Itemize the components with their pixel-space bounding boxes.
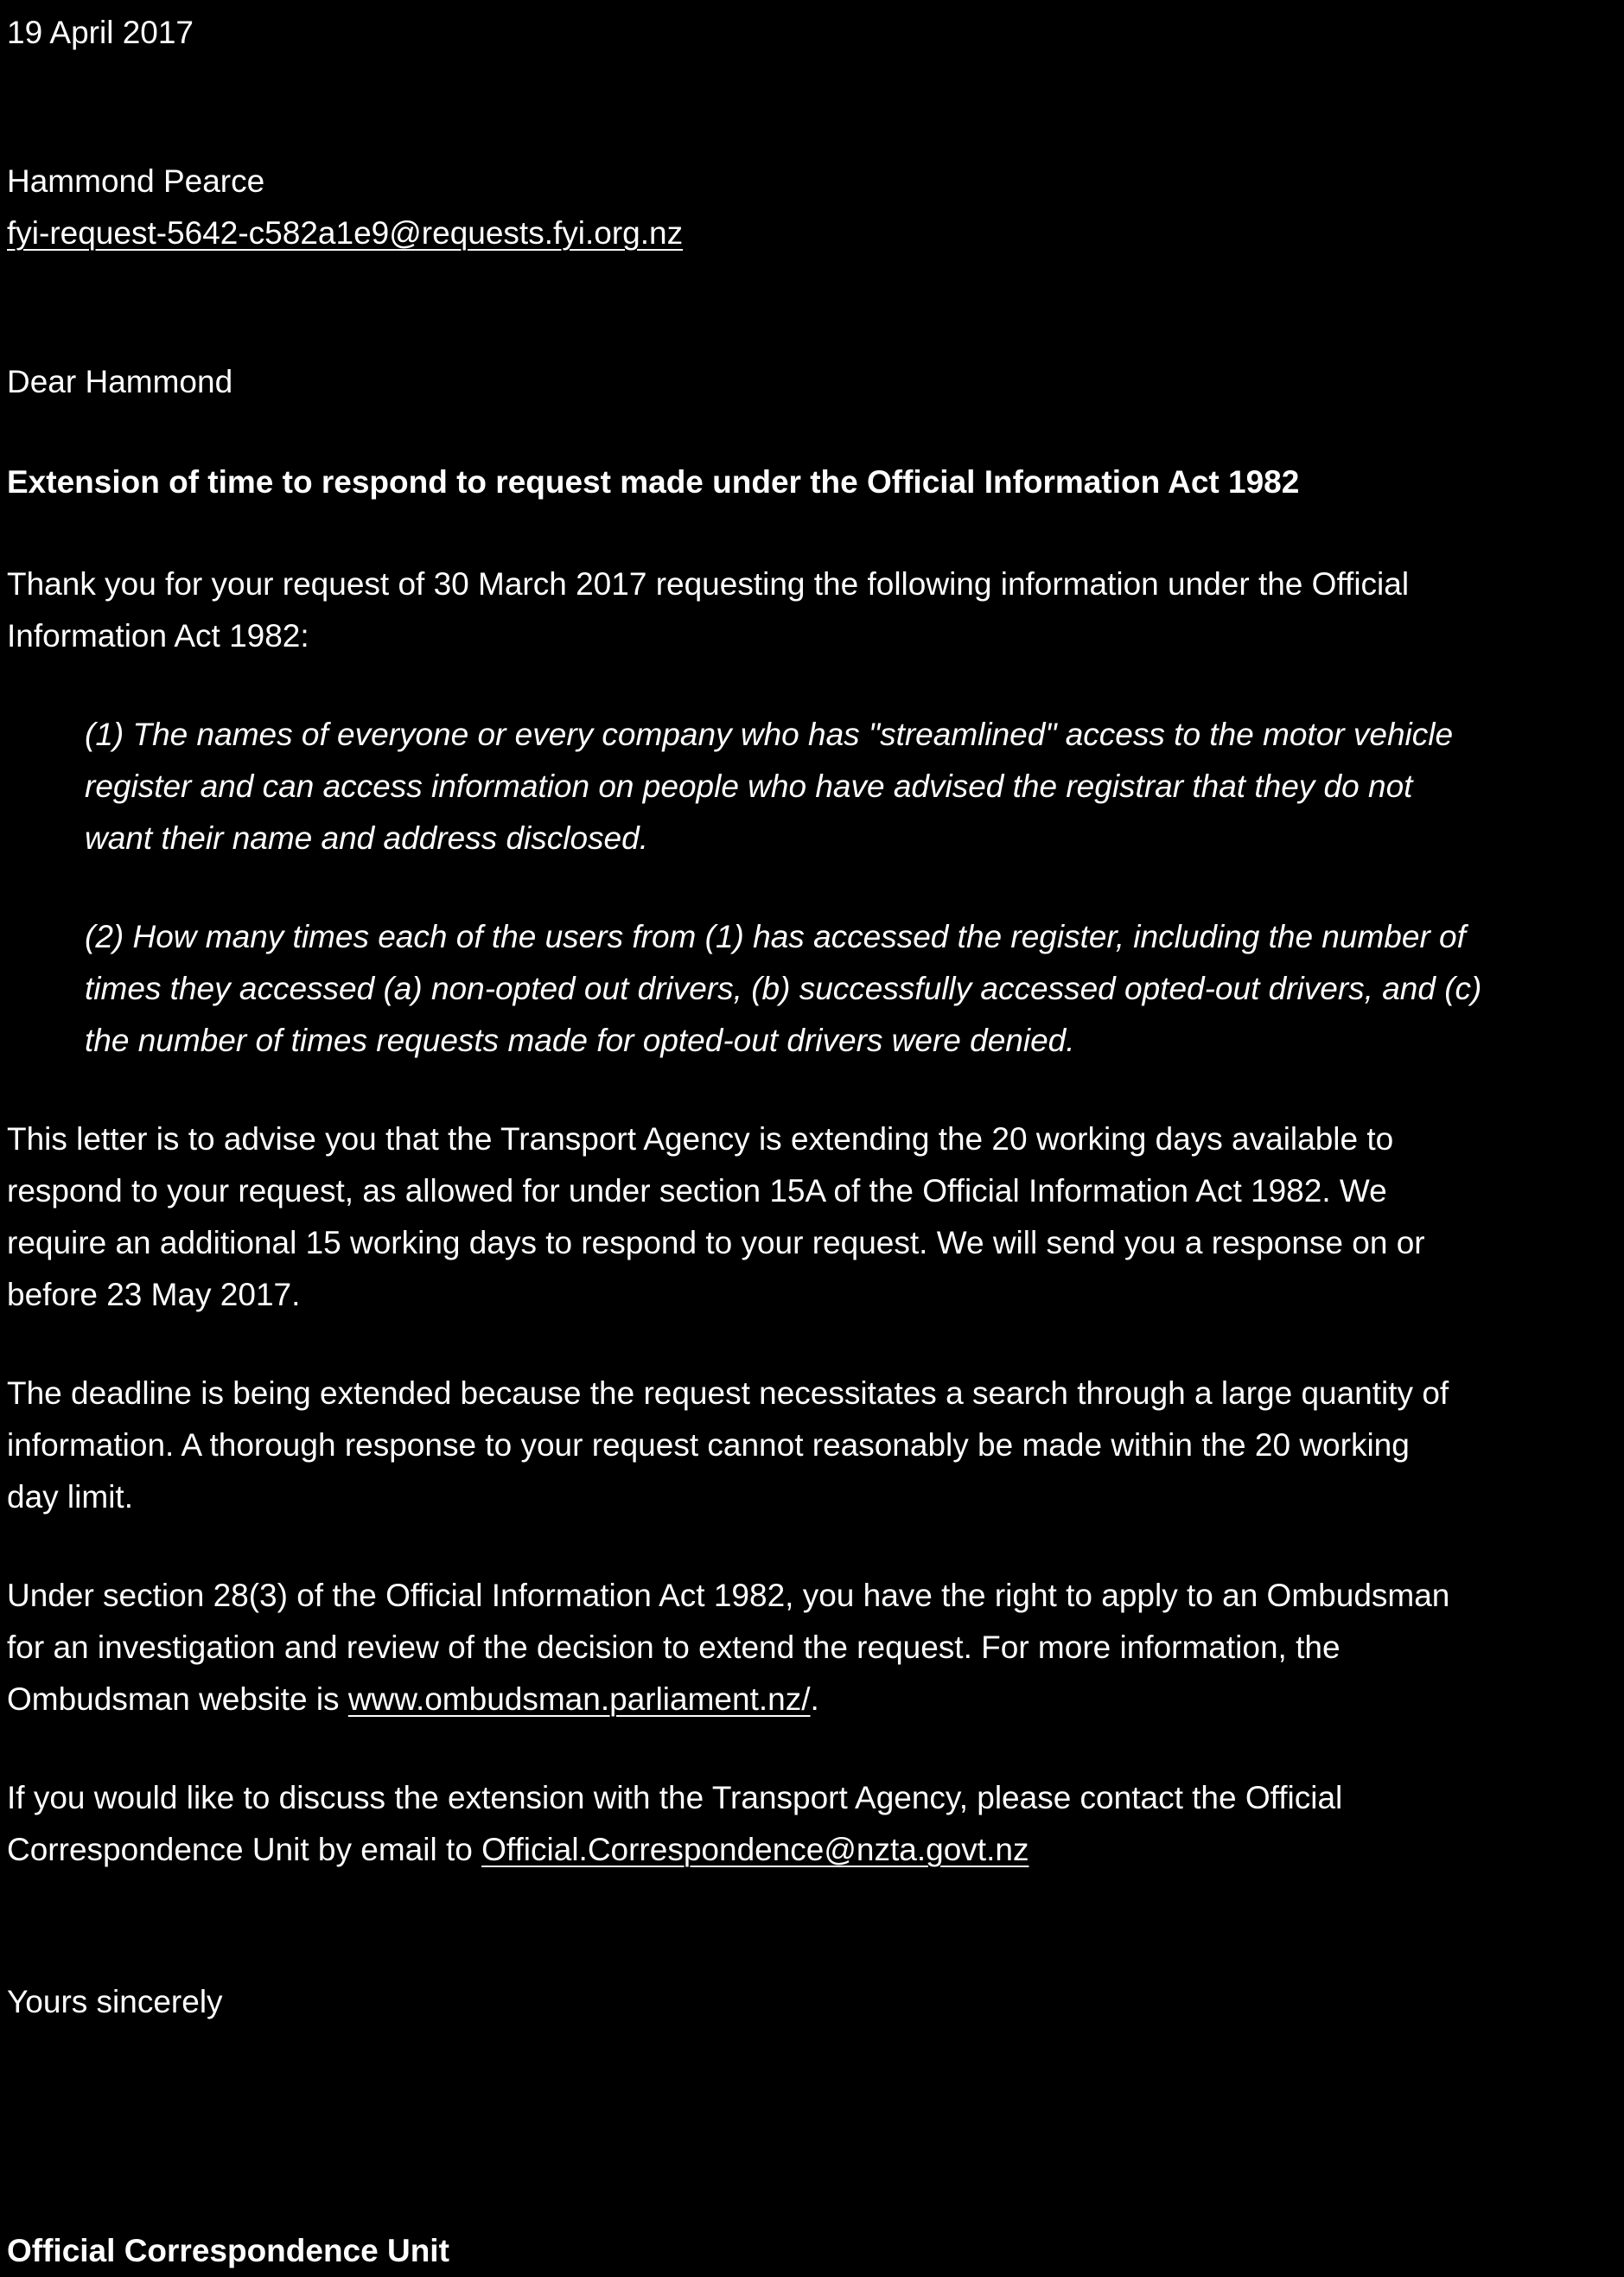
text-line: the number of times requests made for opted-out drivers were denied. xyxy=(85,1023,1075,1058)
closing: Yours sincerely xyxy=(7,1984,223,2019)
intro-paragraph xyxy=(7,558,1624,662)
recipient-email-link[interactable]: fyi-request-5642-c582a1e9@requests.fyi.org.nz xyxy=(7,215,684,251)
text-line: Information Act 1982: xyxy=(7,618,309,654)
recipient-block xyxy=(7,156,1624,259)
letter-document xyxy=(7,7,1624,2277)
text-line: information. A thorough response to your request cannot reasonably be made within the 20 working xyxy=(7,1427,1410,1463)
text-line: before 23 May 2017. xyxy=(7,1277,301,1312)
recipient-email-line xyxy=(7,207,1624,259)
text-line: This letter is to advise you that the Transport Agency is extending the 20 working days available to xyxy=(7,1121,1394,1157)
subject-heading: Extension of time to respond to request made under the Official Information Act 1982 xyxy=(7,464,1300,500)
text-line xyxy=(7,1674,1624,1725)
salutation: Dear Hammond xyxy=(7,364,233,399)
text-line: The deadline is being extended because the request necessitates a search through a large quantity of xyxy=(7,1375,1449,1411)
signature-unit-name: Official Correspondence Unit xyxy=(7,2233,449,2268)
deadline-paragraph xyxy=(7,1368,1624,1523)
text-line: Under section 28(3) of the Official Information Act 1982, you have the right to apply to an Ombudsman xyxy=(7,1578,1450,1613)
text-line: for an investigation and review of the decision to extend the request. For more information, the xyxy=(7,1630,1341,1665)
text-line: (2) How many times each of the users from (1) has accessed the register, including the number of xyxy=(85,919,1466,954)
text-line: (1) The names of everyone or every company who has "streamlined" access to the motor vehicle xyxy=(85,717,1454,752)
text-line: If you would like to discuss the extension with the Transport Agency, please contact the Official xyxy=(7,1780,1343,1815)
text-line: want their name and address disclosed. xyxy=(85,820,648,856)
text-line: Thank you for your request of 30 March 2017 requesting the following information under the Official xyxy=(7,566,1410,602)
letter-date: 19 April 2017 xyxy=(7,15,194,50)
extension-paragraph xyxy=(7,1113,1624,1321)
ombudsman-paragraph xyxy=(7,1570,1624,1725)
ombudsman-website-link[interactable]: www.ombudsman.parliament.nz/ xyxy=(347,1681,811,1717)
text-line: require an additional 15 working days to respond to your request. We will send you a response on or xyxy=(7,1225,1425,1260)
contact-email-link[interactable]: Official.Correspondence@nzta.govt.nz xyxy=(481,1832,1029,1867)
text-line: respond to your request, as allowed for under section 15A of the Official Information Act 1982. We xyxy=(7,1173,1387,1209)
contact-paragraph xyxy=(7,1772,1624,1876)
text-line: register and can access information on people who have advised the registrar that they do not xyxy=(85,769,1413,804)
recipient-name: Hammond Pearce xyxy=(7,163,265,199)
quoted-request-2 xyxy=(85,911,1624,1067)
ombudsman-link-suffix: . xyxy=(810,1681,819,1717)
ombudsman-link-prefix: Ombudsman website is xyxy=(7,1681,348,1717)
text-line: times they accessed (a) non-opted out drivers, (b) successfully accessed opted-out drivers, and (c) xyxy=(85,971,1482,1006)
quoted-request-1 xyxy=(85,709,1624,864)
text-line: day limit. xyxy=(7,1479,133,1515)
contact-email-prefix: Correspondence Unit by email to xyxy=(7,1832,482,1867)
text-line xyxy=(7,1824,1624,1876)
